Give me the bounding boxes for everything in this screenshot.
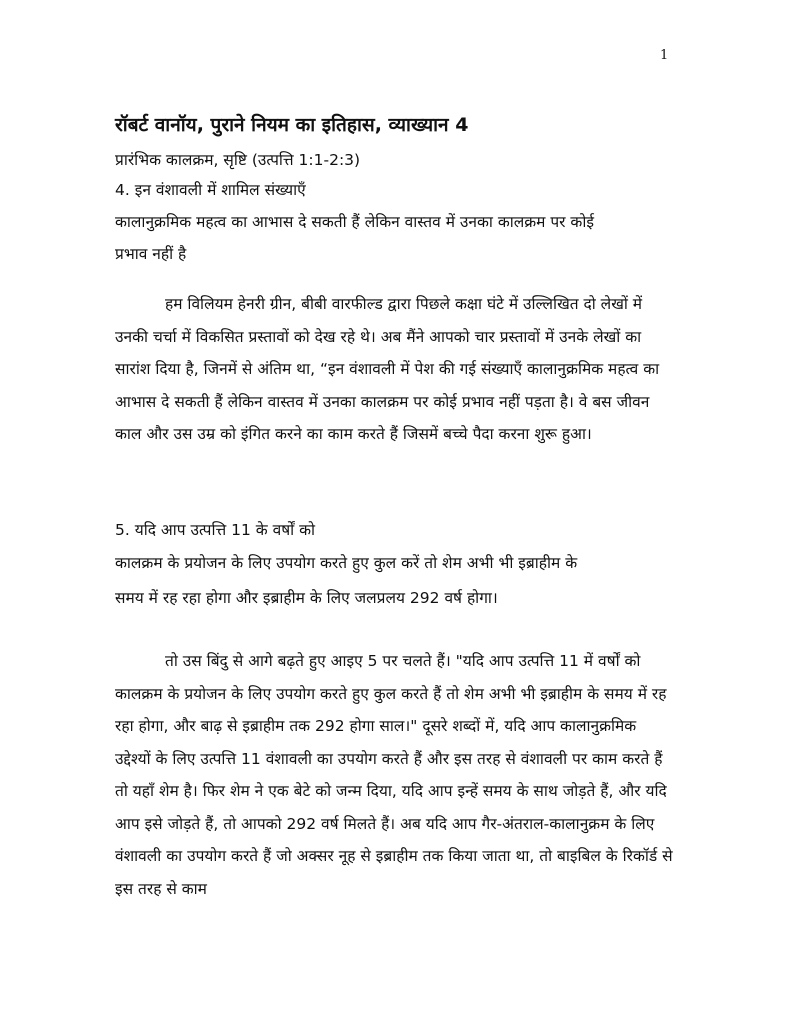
section-4-line-2: प्रभाव नहीं है (115, 245, 187, 263)
document-title: रॉबर्ट वानॉय, पुराने नियम का इतिहास, व्याख्यान 4 (115, 114, 469, 136)
section-5-line-2: समय में रह रहा होगा और इब्राहीम के लिए जलप्रलय 292 वर्ष होगा। (115, 589, 498, 607)
paragraph-2: तो उस बिंदु से आगे बढ़ते हुए आइए 5 पर चलते हैं। "यदि आप उत्पत्ति 11 में वर्षों को कालक्रम के प्रयोजन के लिए उपयोग करते हुए कुल करते हैं तो शेम अभी भी इब्राहीम के समय में रह रहा होगा, और बाढ़ से इब्राहीम तक 292 होगा साल।" दूसरे शब्दों में, यदि आप कालानुक्रमिक उद्देश्यों के लिए उत्पत्ति 11 वंशावली का उपयोग करते हैं और इस तरह से वंशावली पर काम करते हैं तो यहाँ शेम है। फिर शेम ने एक बेटे को जन्म दिया, यदि आप इन्हें समय के साथ जोड़ते हैं, और यदि आप इसे जोड़ते हैं, तो आपको 292 वर्ष मिलते हैं। अब यदि आप गैर-अंतराल-कालानुक्रम के लिए वंशावली का उपयोग करते हैं जो अक्सर नूह से इब्राहीम तक किया जाता था, तो बाइबिल के रिकॉर्ड से इस तरह से काम (115, 652, 673, 898)
page-number: 1 (660, 48, 669, 63)
section-4-heading: 4. इन वंशावली में शामिल संख्याएँ (115, 181, 306, 199)
paragraph-1: हम विलियम हेनरी ग्रीन, बीबी वारफील्ड द्वारा पिछले कक्षा घंटे में उल्लिखित दो लेखों में उनकी चर्चा में विकसित प्रस्तावों को देख रहे थे। अब मैंने आपको चार प्रस्तावों में उनके लेखों का सारांश दिया है, जिनमें से अंतिम था, “इन वंशावली में पेश की गई संख्याएँ कालानुक्रमिक महत्व का आभास दे सकती हैं लेकिन वास्तव में उनका कालक्रम पर कोई प्रभाव नहीं पड़ता है। वे बस जीवन काल और उस उम्र को इंगित करने का काम करते हैं जिसमें बच्चे पैदा करना शुरू हुआ। (115, 295, 660, 443)
section-4-line-1: कालानुक्रमिक महत्व का आभास दे सकती हैं लेकिन वास्तव में उनका कालक्रम पर कोई (115, 213, 594, 231)
subtitle: प्रारंभिक कालक्रम, सृष्टि (उत्पत्ति 1:1-2:3) (115, 151, 361, 169)
section-5-line-1: कालक्रम के प्रयोजन के लिए उपयोग करते हुए कुल करें तो शेम अभी भी इब्राहीम के (115, 554, 578, 572)
section-5-heading: 5. यदि आप उत्पत्ति 11 के वर्षों को (115, 521, 316, 539)
